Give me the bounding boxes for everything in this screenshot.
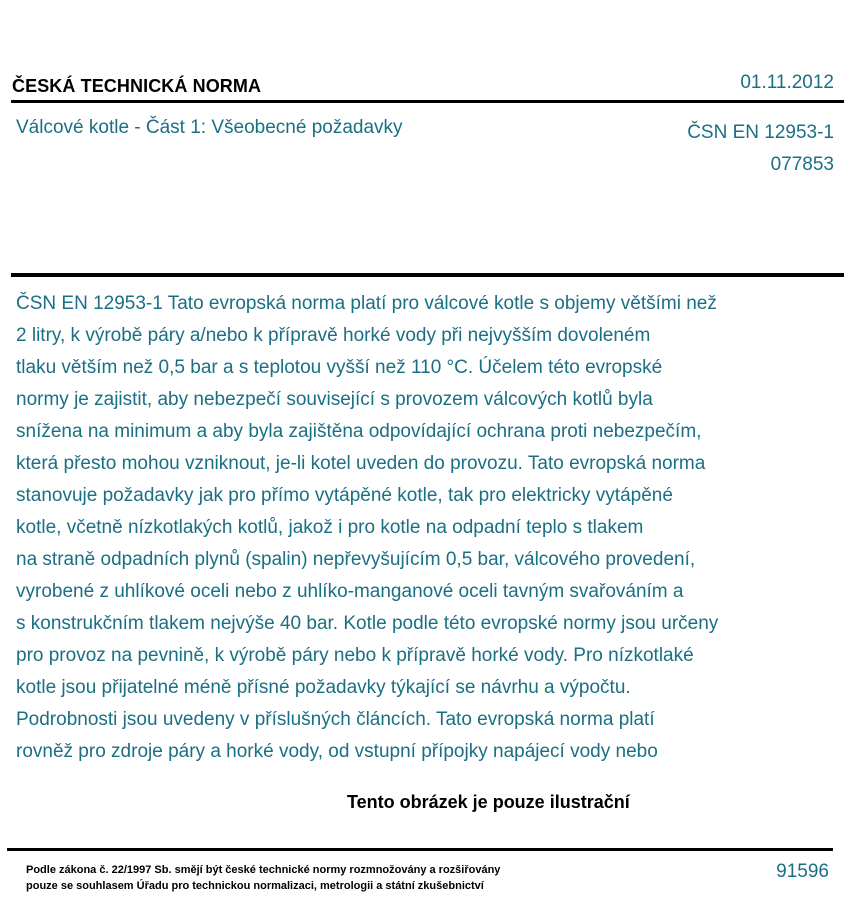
legal-notice-line: Podle zákona č. 22/1997 Sb. smějí být české technické normy rozmnožovány a rozšiřovány xyxy=(26,864,501,876)
illustration-note: Tento obrázek je pouze ilustrační xyxy=(347,792,630,812)
abstract-line: 2 litry, k výrobě páry a/nebo k přípravě horké vody při nejvyšším dovoleném xyxy=(16,325,651,346)
abstract-line: kotle, včetně nízkotlakých kotlů, jakož i pro kotle na odpadní teplo s tlakem xyxy=(16,517,644,538)
legal-notice xyxy=(26,862,500,894)
standard-identifiers xyxy=(687,117,834,181)
abstract-text xyxy=(16,288,816,768)
abstract-line: s konstrukčním tlakem nejvýše 40 bar. Kotle podle této evropské normy jsou určeny xyxy=(16,613,719,634)
legal-notice-line: pouze se souhlasem Úřadu pro technickou normalizaci, metrologii a státní zkušebnictví xyxy=(26,880,484,892)
document-kind: ČESKÁ TECHNICKÁ NORMA xyxy=(12,76,262,96)
abstract-line: snížena na minimum a aby byla zajištěna odpovídající ochrana proti nebezpečím, xyxy=(16,421,702,442)
abstract-line: stanovuje požadavky jak pro přímo vytápěné kotle, tak pro elektricky vytápěné xyxy=(16,485,673,506)
top-divider xyxy=(11,100,844,103)
abstract-line: kotle jsou přijatelné méně přísné požadavky týkající se návrhu a výpočtu. xyxy=(16,677,631,698)
middle-divider xyxy=(11,273,844,277)
abstract-line: rovněž pro zdroje páry a horké vody, od vstupní přípojky napájecí vody nebo xyxy=(16,741,658,762)
abstract-line: ČSN EN 12953-1 Tato evropská norma platí pro válcové kotle s objemy většími než xyxy=(16,293,717,314)
document-code: 91596 xyxy=(776,861,829,882)
abstract-line: vyrobené z uhlíkové oceli nebo z uhlíko-manganové oceli tavným svařováním a xyxy=(16,581,684,602)
abstract-line: normy je zajistit, aby nebezpečí související s provozem válcových kotlů byla xyxy=(16,389,653,410)
abstract-line: Podrobnosti jsou uvedeny v příslušných článcích. Tato evropská norma platí xyxy=(16,709,655,730)
standard-number: ČSN EN 12953-1 xyxy=(687,122,834,143)
bottom-divider xyxy=(7,848,833,851)
abstract-line: která přesto mohou vzniknout, je-li kotel uveden do provozu. Tato evropská norma xyxy=(16,453,706,474)
catalog-number: 077853 xyxy=(770,154,834,175)
standard-title: Válcové kotle - Část 1: Všeobecné požadavky xyxy=(16,117,403,138)
document-date: 01.11.2012 xyxy=(740,72,834,93)
abstract-line: tlaku větším než 0,5 bar a s teplotou vyšší než 110 °C. Účelem této evropské xyxy=(16,357,663,378)
abstract-line: pro provoz na pevnině, k výrobě páry nebo k přípravě horké vody. Pro nízkotlaké xyxy=(16,645,694,666)
abstract-line: na straně odpadních plynů (spalin) nepřevyšujícím 0,5 bar, válcového provedení, xyxy=(16,549,696,570)
